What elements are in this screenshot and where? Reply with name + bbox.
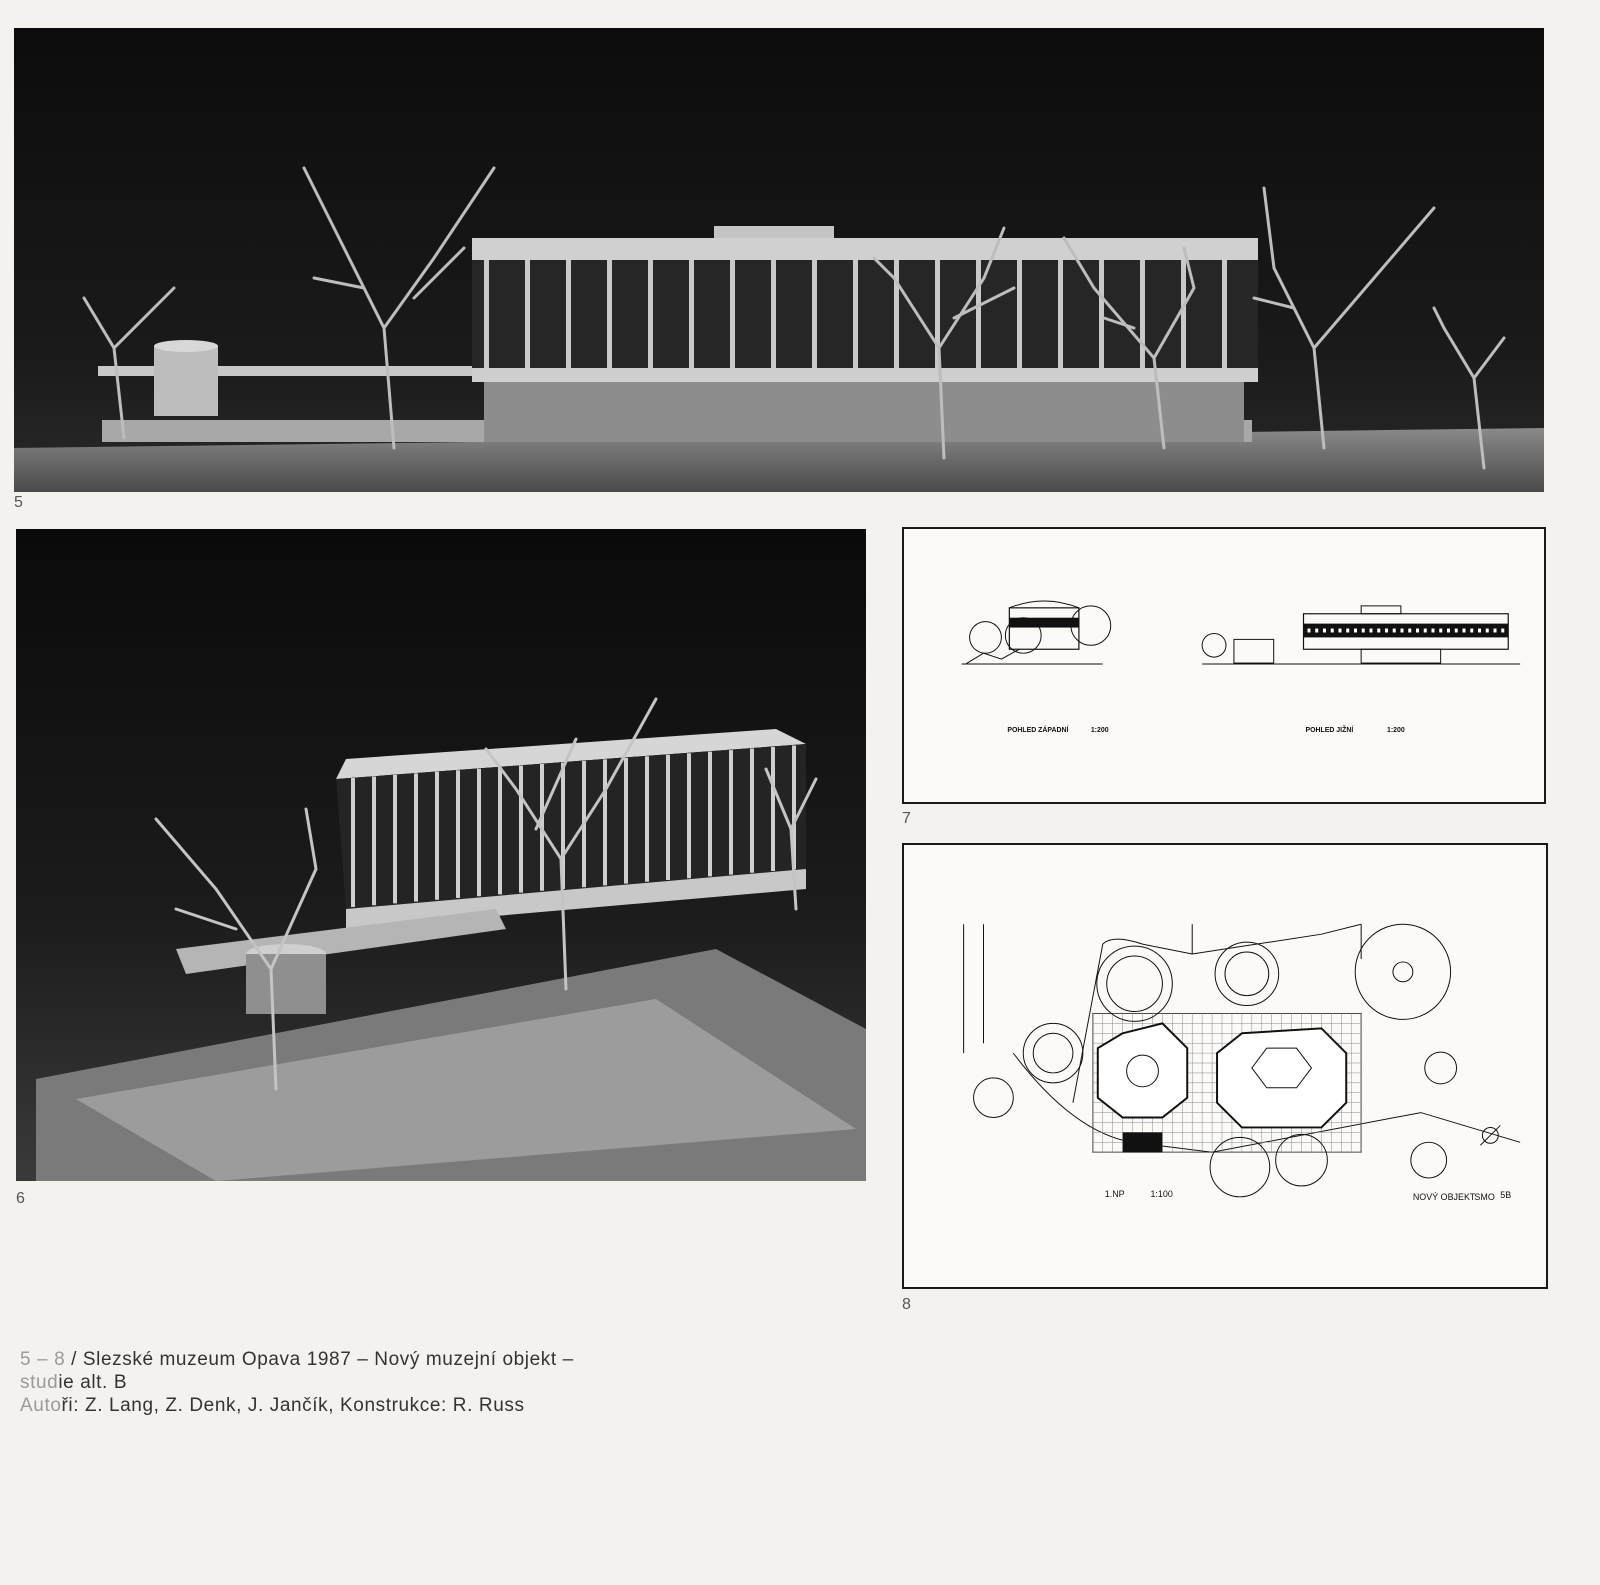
caption-line-2 [20,1371,740,1394]
caption-line-1 [20,1348,740,1371]
label-floor-scale: 1:100 [1150,1188,1173,1199]
label-floor: 1.NP [1104,1188,1125,1199]
drawing-floor-plan [902,843,1548,1289]
figure-number-7: 7 [902,810,911,827]
figure-number-6: 6 [16,1190,25,1207]
figure-caption [20,1348,740,1417]
label-view-west-scale: 1:200 [1090,727,1109,735]
caption-title: / Slezské muzeum Opava 1987 – Nový muzejní objekt – [65,1349,574,1370]
figure-number-8: 8 [902,1296,911,1313]
label-sheet-title: NOVÝ OBJEKT [1412,1191,1476,1202]
photo-model-elevation [14,28,1544,492]
caption-figure-range: 5 – 8 [20,1349,66,1370]
label-view-west: POHLED ZÁPADNÍ [1007,727,1069,735]
figure-number-5: 5 [14,494,23,511]
label-sheet-number: 5B [1500,1189,1512,1200]
caption-line-3 [20,1394,740,1417]
caption-line-3-start: Auto [20,1395,62,1416]
caption-authors: ři: Z. Lang, Z. Denk, J. Jančík, Konstrukce: R. Russ [61,1395,525,1416]
caption-line-2-start: stud [20,1372,59,1393]
label-view-south: POHLED JIŽNÍ [1305,727,1354,735]
label-sheet-code: SMO [1474,1191,1495,1202]
drawing-elevations [902,527,1546,804]
caption-line-2-rest: ie alt. B [58,1372,128,1393]
photo-model-perspective [16,529,866,1181]
label-view-south-scale: 1:200 [1386,727,1405,735]
